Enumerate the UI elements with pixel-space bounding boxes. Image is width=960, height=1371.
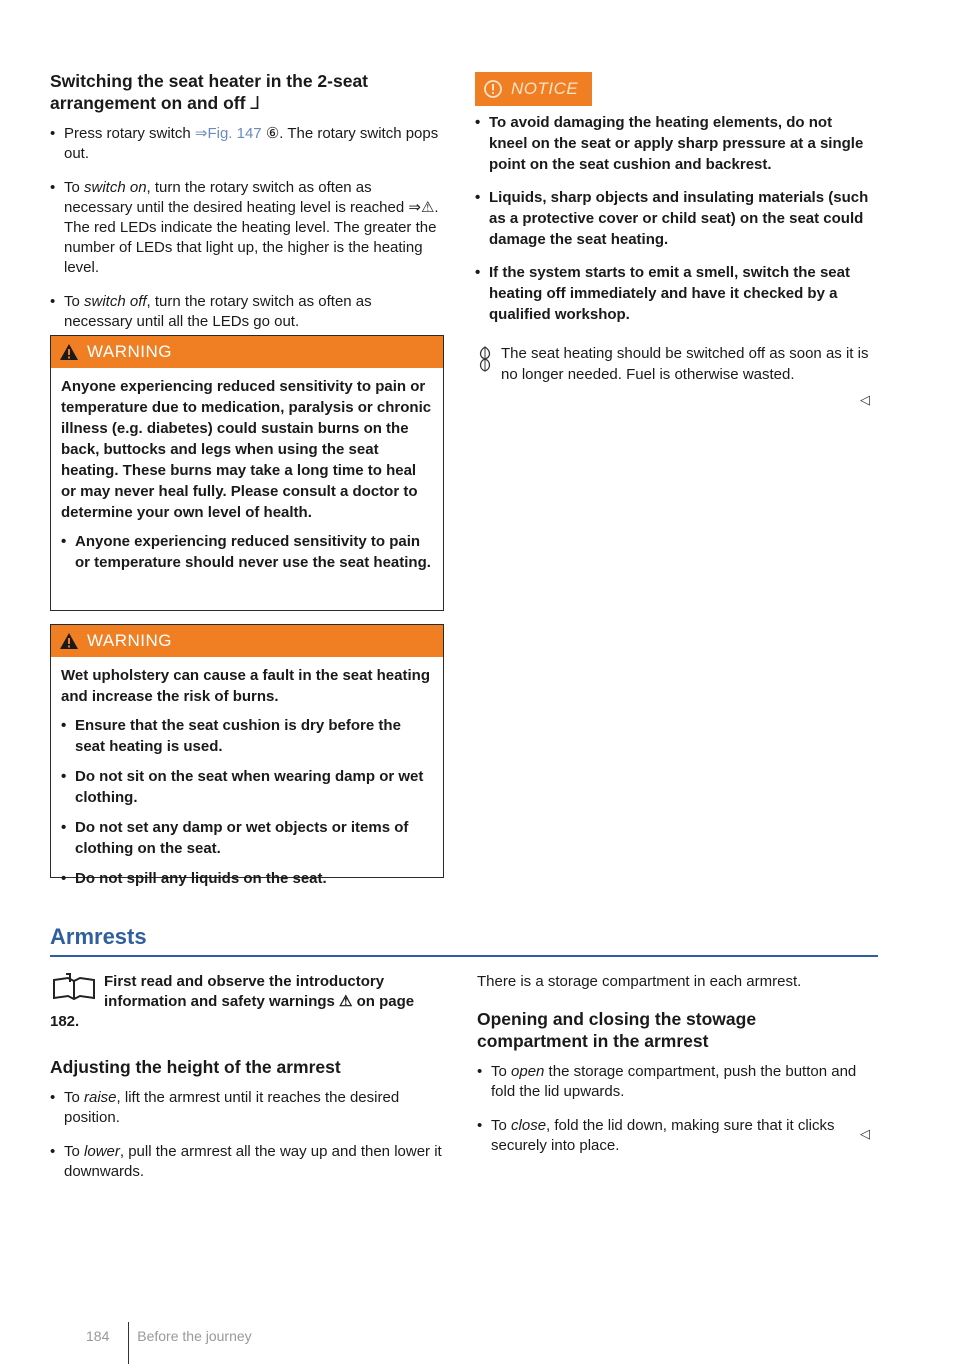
list-item: • Ensure that the seat cushion is dry before the seat heating is used. bbox=[61, 717, 401, 755]
warning-box-wet-upholstery bbox=[50, 624, 444, 887]
list-item: • To avoid damaging the heating elements, do not kneel on the seat or apply sharp pressure at a single point on the seat cushion and backrest. bbox=[475, 114, 864, 173]
list-item: • Do not set any damp or wet objects or items of clothing on the seat. bbox=[61, 819, 409, 857]
list-item: • If the system starts to emit a smell, switch the seat heating off immediately and have it checked by a qualified workshop. bbox=[475, 264, 850, 323]
left-column-top bbox=[50, 70, 442, 341]
footer-section-name: Before the journey bbox=[137, 1328, 252, 1344]
warning-intro: Wet upholstery can cause a fault in the seat heating and increase the risk of burns. bbox=[61, 667, 430, 705]
list-item: • To lower, pull the armrest all the way up and then lower it downwards. bbox=[50, 1143, 442, 1180]
warning-intro: Anyone experiencing reduced sensitivity to pain or temperature due to medication, paralysis or chronic illness (e.g. diabetes) could sustain burns on the back, buttocks and legs when using the seat heating. These burns may take a long time to heal or may never heal fully. Please consult a doctor to determine your own level of health. bbox=[61, 378, 432, 521]
intro-note: First read and observe the introductory information and safety warnings ⚠ on page 182. bbox=[50, 973, 415, 1030]
list-item: • To switch on, turn the rotary switch as often as necessary until the desired heating level is reached ⇒⚠. The red LEDs indicate the heating level. The greater the number of LEDs that light up, the higher is the heating level. bbox=[50, 179, 439, 276]
section-divider bbox=[50, 955, 878, 957]
list-item: • To open the storage compartment, push the button and fold the lid upwards. bbox=[477, 1063, 857, 1100]
warning-header: WARNING bbox=[51, 336, 443, 368]
warning-triangle-icon bbox=[59, 632, 79, 650]
page-number: 184 bbox=[86, 1328, 110, 1344]
list-item: • To raise, lift the armrest until it reaches the desired position. bbox=[50, 1089, 400, 1126]
storage-intro: There is a storage compartment in each armrest. bbox=[477, 973, 802, 990]
list-item: • Do not sit on the seat when wearing damp or wet clothing. bbox=[61, 768, 424, 806]
list-item: • Liquids, sharp objects and insulating materials (such as a protective cover or child seat) on the seat could damage the seat heating. bbox=[475, 189, 869, 248]
list-item: • Press rotary switch ⇒Fig. 147 ⑥. The rotary switch pops out. bbox=[50, 125, 439, 162]
eco-tip: The seat heating should be switched off as soon as it is no longer needed. Fuel is otherwise wasted. bbox=[475, 343, 870, 385]
seat-heater-heading: Switching the seat heater in the 2-seat arrangement on and off ⅃ bbox=[50, 71, 368, 113]
notice-circle-icon bbox=[483, 79, 503, 99]
figure-link[interactable]: ⇒Fig. 147 bbox=[194, 125, 262, 142]
warning-triangle-icon bbox=[59, 343, 79, 361]
stowage-heading: Opening and closing the stowage compartment in the armrest bbox=[477, 1009, 757, 1051]
book-icon bbox=[50, 972, 104, 1006]
armrests-left-column bbox=[50, 972, 442, 1191]
section-title: Armrests bbox=[50, 924, 147, 949]
warning-header: WARNING bbox=[51, 625, 443, 657]
page-footer bbox=[86, 1328, 252, 1344]
warning-box-sensitivity bbox=[50, 335, 444, 611]
leaf-eco-icon bbox=[475, 345, 495, 377]
list-item: • Do not spill any liquids on the seat. bbox=[61, 870, 327, 887]
list-item: • Anyone experiencing reduced sensitivity to pain or temperature should never use the seat heating. bbox=[61, 533, 431, 571]
notice-header: NOTICE bbox=[475, 72, 592, 106]
end-of-section-icon: ◁ bbox=[860, 392, 870, 407]
list-item: • To close, fold the lid down, making sure that it clicks securely into place. bbox=[477, 1117, 835, 1154]
armrests-right-column bbox=[477, 972, 869, 1165]
end-of-section-icon: ◁ bbox=[860, 1126, 870, 1141]
seat-icon: ⅃ bbox=[250, 93, 261, 113]
adjust-height-heading: Adjusting the height of the armrest bbox=[50, 1057, 341, 1077]
notice-section bbox=[475, 72, 870, 385]
list-item: • To switch off, turn the rotary switch as often as necessary until all the LEDs go out. bbox=[50, 293, 372, 330]
